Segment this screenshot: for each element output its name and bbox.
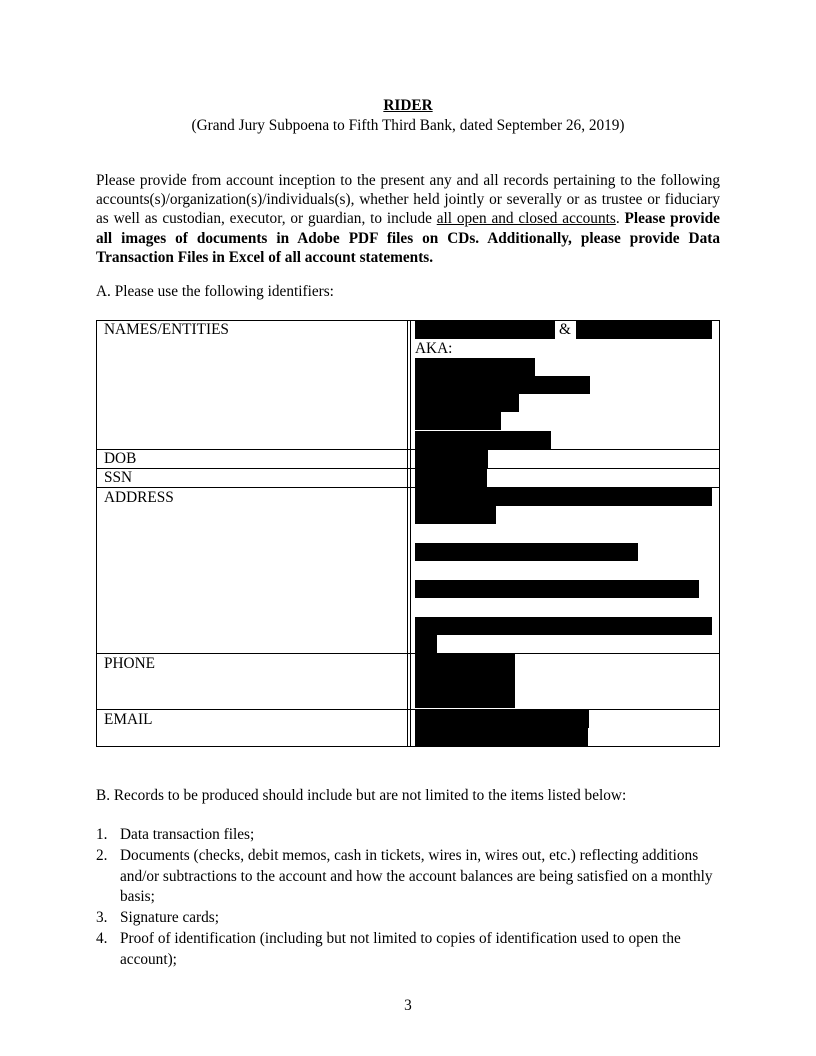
section-a-heading: A. Please use the following identifiers: — [96, 283, 334, 300]
redaction-box — [415, 690, 515, 708]
records-list — [96, 825, 726, 971]
redaction-box — [415, 394, 519, 412]
redaction-box — [415, 617, 712, 635]
intro-bold-instructions: Please provide all images of documents in Adobe PDF files on CDs. Additionally, please provide Data Transaction Files in Excel of all account statements. — [96, 210, 720, 266]
section-b-heading: B. Records to be produced should include but are not limited to the items listed below: — [96, 787, 627, 804]
redaction-box — [415, 728, 588, 746]
intro-text-after: . — [615, 210, 620, 228]
redaction-box — [576, 321, 712, 339]
list-item-text: Signature cards; — [120, 909, 219, 927]
redaction-box — [415, 431, 551, 449]
redaction-box — [415, 488, 712, 506]
redaction-box — [415, 450, 488, 468]
list-item — [96, 929, 726, 971]
redaction-box — [415, 358, 535, 376]
ampersand: & — [559, 321, 571, 338]
list-item-text: Proof of identification (including but not limited to copies of identification used to open the account); — [120, 929, 681, 968]
intro-paragraph — [96, 171, 720, 267]
redaction-box — [415, 543, 638, 561]
intro-underlined: all open and closed accounts — [436, 210, 616, 228]
list-item-number: 1. — [96, 826, 108, 843]
page-number: 3 — [404, 997, 412, 1014]
list-item — [96, 908, 726, 929]
list-item-number: 2. — [96, 846, 108, 864]
list-item — [96, 825, 726, 846]
redaction-box — [415, 635, 437, 653]
redaction-box — [415, 710, 589, 728]
redaction-box — [415, 321, 555, 339]
list-item-text: Documents (checks, debit memos, cash in tickets, wires in, wires out, etc.) reflecting additions and/or subtractions to the account and how the account balances are being satisfied on a monthly basis; — [120, 846, 713, 906]
redaction-box — [415, 672, 515, 690]
email-label: EMAIL — [104, 711, 153, 728]
rider-subtitle: (Grand Jury Subpoena to Fifth Third Bank, dated September 26, 2019) — [191, 117, 625, 134]
rider-title: RIDER — [383, 97, 433, 114]
ssn-label: SSN — [104, 469, 133, 486]
address-label: ADDRESS — [104, 489, 174, 506]
names-entities-label: NAMES/ENTITIES — [104, 321, 229, 338]
aka-label: AKA: — [415, 340, 453, 357]
redaction-box — [415, 376, 590, 394]
redaction-box — [415, 580, 699, 598]
dob-label: DOB — [104, 450, 137, 467]
redaction-box — [415, 469, 487, 487]
redaction-box — [415, 412, 501, 430]
list-item-text: Data transaction files; — [120, 826, 255, 843]
intro-text: Please provide from account inception to the present any and all records pertaining to the following accounts(s)/organization(s)/individuals(s), whether held jointly or severally or as trustee or fiduciary as well as custodian, executor, or guardian, to include — [96, 172, 720, 228]
redaction-box — [415, 506, 496, 524]
list-item — [96, 846, 726, 908]
list-item-number: 4. — [96, 929, 108, 947]
phone-label: PHONE — [104, 655, 155, 672]
redaction-box — [415, 654, 515, 672]
list-item-number: 3. — [96, 909, 108, 927]
